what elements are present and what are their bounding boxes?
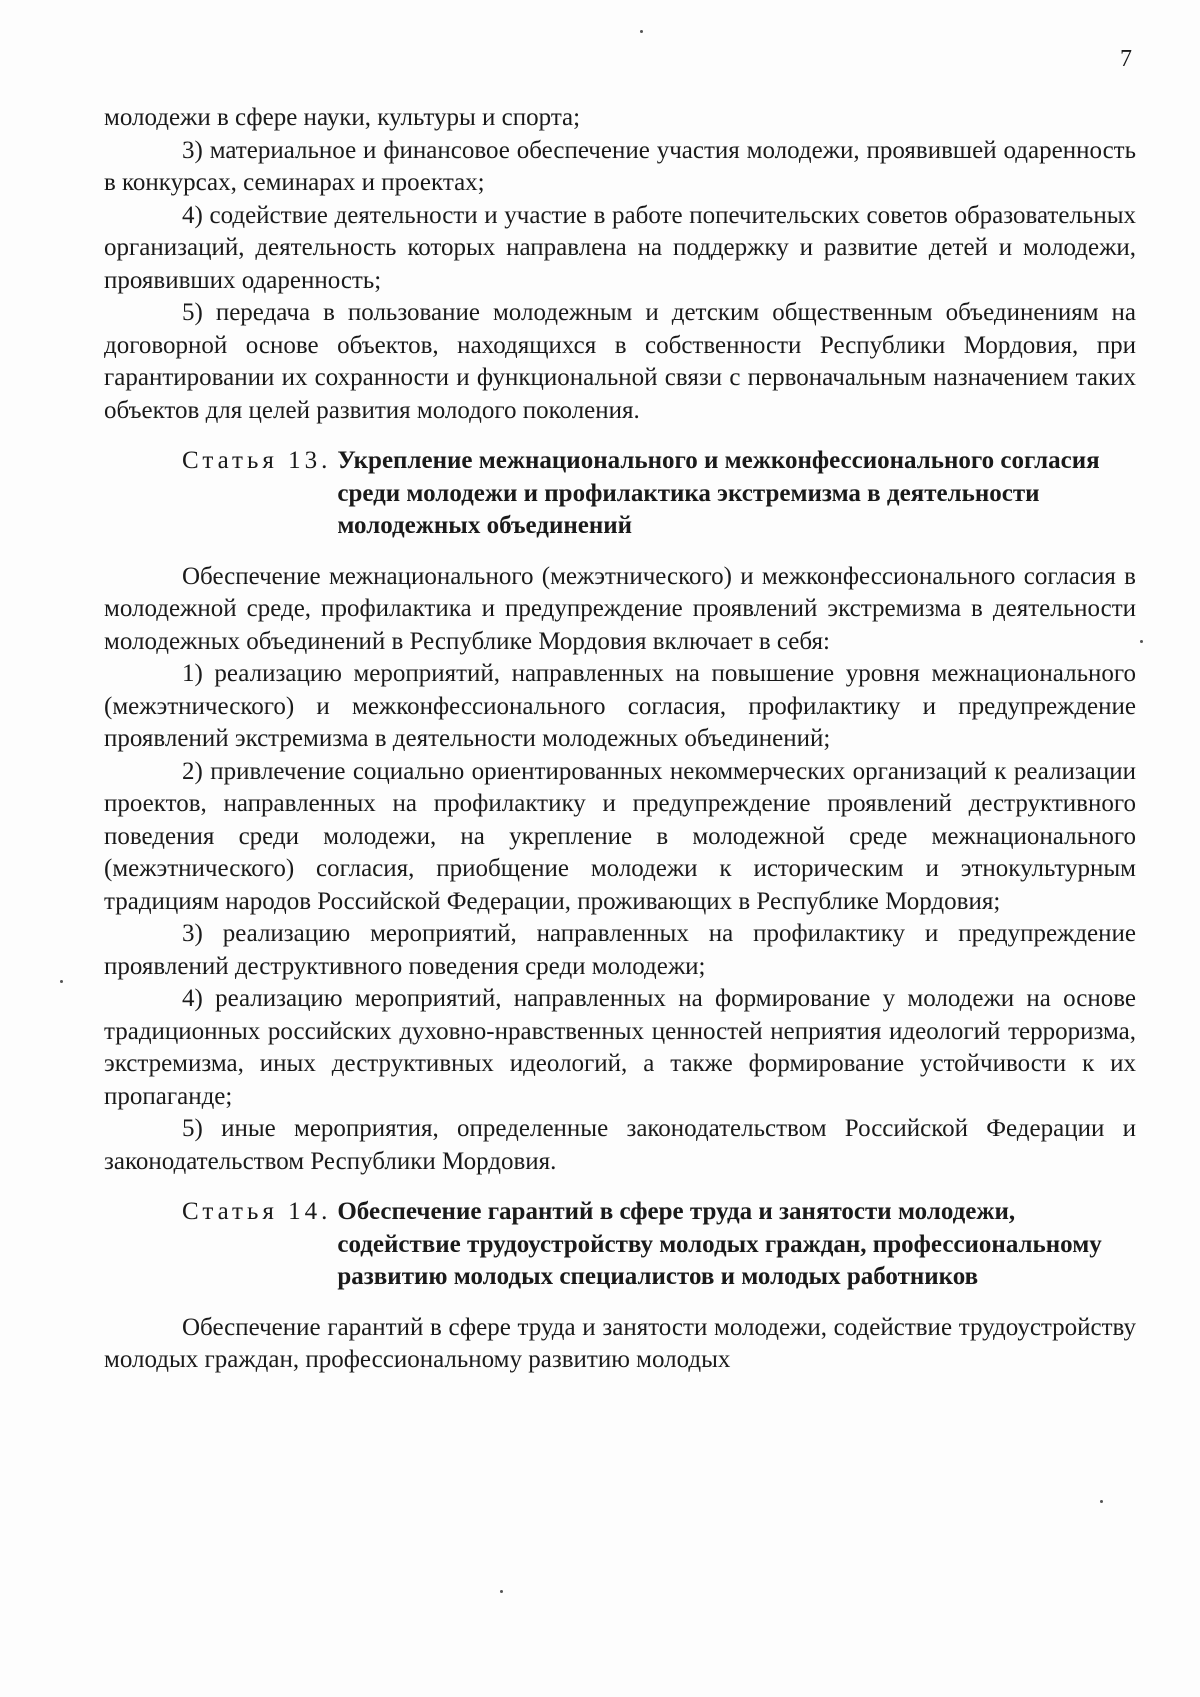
- list-item: 3) материальное и финансовое обеспечение участия молодежи, проявившей одаренность в конкурсах, семинарах и проектах;: [104, 136, 1136, 196]
- page-number: 7: [1120, 46, 1132, 72]
- list-item: 4) реализацию мероприятий, направленных на формирование у молодежи на основе традиционных российских духовно-нравственных ценностей неприятия идеологий терроризма, экстремизма, иных деструктивных идеологий, а также формирование устойчивости к их пропаганде;: [104, 985, 1136, 1110]
- scan-speck: [640, 30, 643, 33]
- list-item: 2) привлечение социально ориентированных некоммерческих организаций к реализации проектов, направленных на профилактику и предупреждение проявлений деструктивного поведения среди молодежи, на укрепление в молодежной среде межнационального (межэтнического) согласия, приобщение молодежи к историческим и этнокультурным традициям народов Российской Федерации, проживающих в Республике Мордовия;: [104, 757, 1136, 915]
- scan-speck: [500, 1590, 503, 1593]
- article-13-label: Статья 13.: [182, 447, 332, 474]
- list-item: 1) реализацию мероприятий, направленных на повышение уровня межнационального (межэтнического) и межконфессионального согласия, профилактику и предупреждение проявлений экстремизма в деятельности молодежных объединений;: [104, 660, 1136, 752]
- article-13-intro: Обеспечение межнационального (межэтнического) и межконфессионального согласия в молодежной среде, профилактика и предупреждение проявлений экстремизма в деятельности молодежных объединений в Республике Мордовия включает в себя:: [104, 562, 1136, 655]
- article-14-title: Обеспечение гарантий в сфере труда и занятости молодежи, содействие трудоустройству молодых граждан, профессиональному развитию молодых специалистов и молодых работников: [337, 1198, 1102, 1290]
- list-item: 5) передача в пользование молодежным и детским общественным объединениям на договорной основе объектов, находящихся в собственности Республики Мордовия, при гарантировании их сохранности и функциональной связи с первоначальным назначением таких объектов для целей развития молодого поколения.: [104, 299, 1136, 424]
- article-14-heading: [182, 1196, 1136, 1294]
- article-13-title: Укрепление межнационального и межконфессионального согласия среди молодежи и профилактика экстремизма в деятельности молодежных объединений: [337, 447, 1100, 539]
- article-14-intro: Обеспечение гарантий в сфере труда и занятости молодежи, содействие трудоустройству молодых граждан, профессиональному развитию молодых: [104, 1313, 1136, 1373]
- list-item: 5) иные мероприятия, определенные законодательством Российской Федерации и законодательством Республики Мордовия.: [104, 1115, 1136, 1175]
- paragraph-continuation: молодежи в сфере науки, культуры и спорта;: [104, 104, 581, 131]
- list-item: 3) реализацию мероприятий, направленных на профилактику и предупреждение проявлений деструктивного поведения среди молодежи;: [104, 920, 1136, 980]
- document-body: [104, 102, 1136, 1377]
- list-item: 4) содействие деятельности и участие в работе попечительских советов образовательных организаций, деятельность которых направлена на поддержку и развитие детей и молодежи, проявивших одаренность;: [104, 201, 1136, 294]
- article-13-heading: [182, 445, 1136, 543]
- scan-speck: [60, 980, 63, 983]
- scan-speck: [1100, 1500, 1103, 1503]
- scan-speck: [1140, 640, 1143, 643]
- article-14-label: Статья 14.: [182, 1198, 332, 1225]
